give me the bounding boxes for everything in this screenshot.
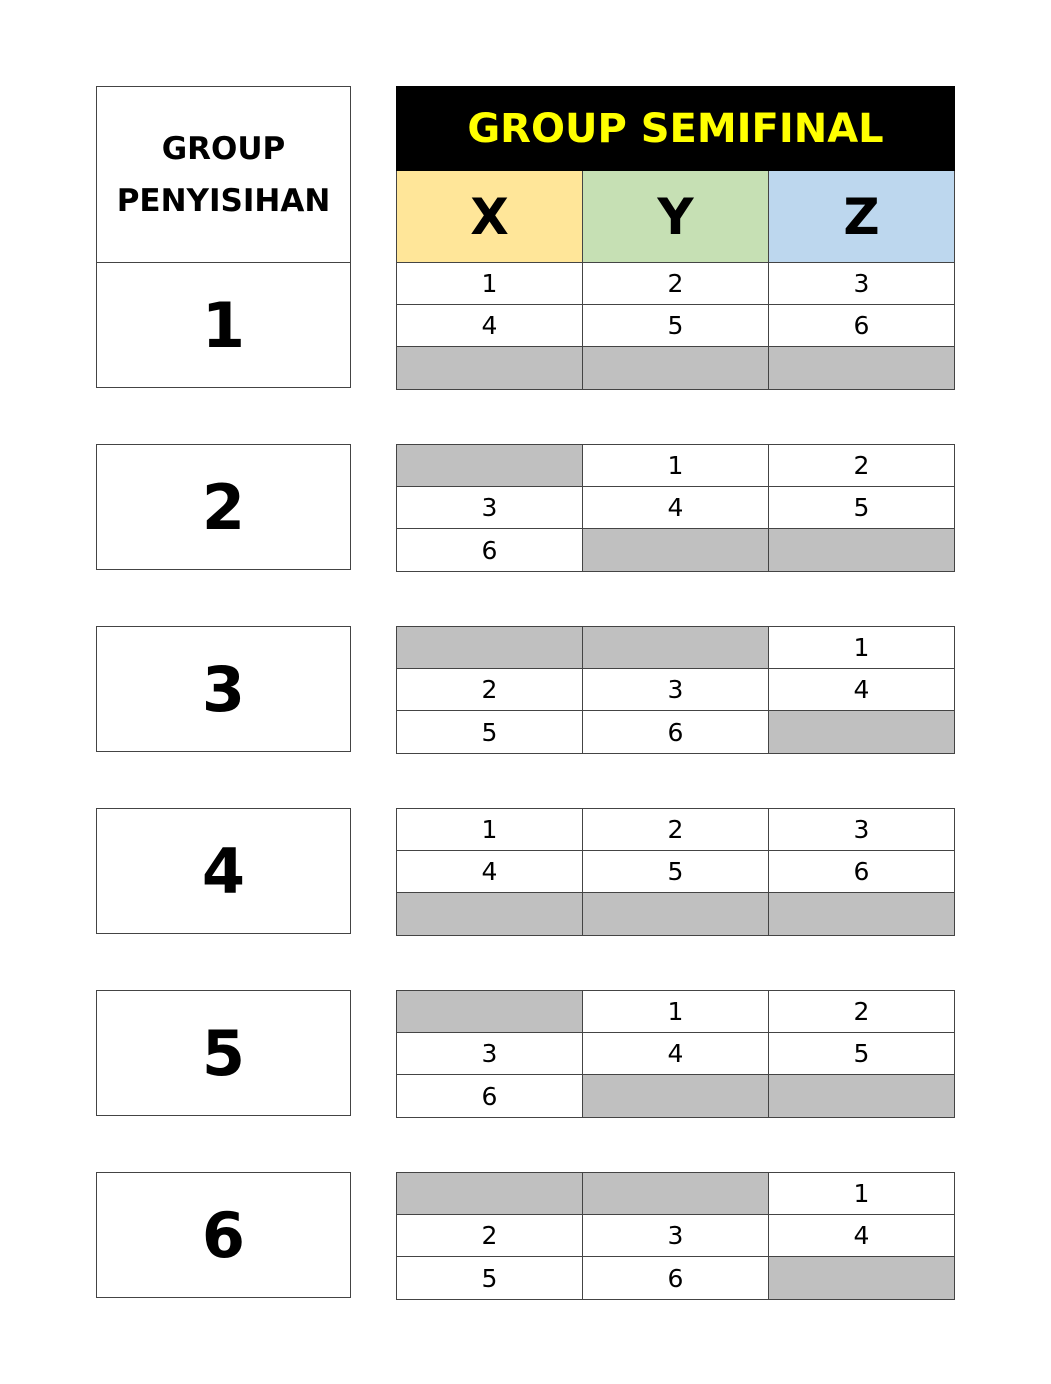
seed-cell: 6: [769, 305, 954, 347]
empty-cell: [769, 1075, 954, 1117]
empty-cell: [583, 347, 769, 389]
seed-cell: 5: [769, 487, 954, 529]
seed-cell: 2: [769, 445, 954, 487]
empty-cell: [583, 893, 769, 935]
group-2-assignment-grid: [396, 444, 955, 572]
group-penyisihan-header: GROUP PENYISIHAN: [96, 86, 351, 262]
seed-cell: 1: [769, 627, 954, 669]
empty-cell: [583, 1173, 769, 1215]
seed-cell: 2: [397, 1215, 583, 1257]
group-number-1: 1: [96, 262, 351, 388]
seed-cell: 3: [397, 1033, 583, 1075]
group-number-4: 4: [96, 808, 351, 934]
seed-cell: 4: [583, 487, 769, 529]
seed-cell: 4: [769, 669, 954, 711]
seed-cell: 1: [583, 991, 769, 1033]
seed-cell: 2: [583, 809, 769, 851]
group-3-assignment-grid: [396, 626, 955, 754]
empty-cell: [583, 1075, 769, 1117]
empty-cell: [397, 627, 583, 669]
seed-cell: 4: [397, 305, 583, 347]
seed-cell: 3: [397, 487, 583, 529]
seed-cell: 6: [769, 851, 954, 893]
empty-cell: [769, 347, 954, 389]
seed-cell: 6: [583, 711, 769, 753]
seed-cell: 1: [769, 1173, 954, 1215]
seed-cell: 3: [769, 263, 954, 305]
empty-cell: [397, 893, 583, 935]
seed-cell: 5: [583, 851, 769, 893]
group-1-assignment-grid: [396, 262, 955, 390]
column-header-y: Y: [582, 171, 768, 262]
group-number-6: 6: [96, 1172, 351, 1298]
seed-cell: 4: [769, 1215, 954, 1257]
group-6-assignment-grid: [396, 1172, 955, 1300]
empty-cell: [583, 627, 769, 669]
seed-cell: 1: [583, 445, 769, 487]
seed-cell: 4: [397, 851, 583, 893]
empty-cell: [769, 711, 954, 753]
seed-cell: 6: [397, 529, 583, 571]
empty-cell: [769, 1257, 954, 1299]
seed-cell: 6: [397, 1075, 583, 1117]
seed-cell: 1: [397, 809, 583, 851]
group-number-3: 3: [96, 626, 351, 752]
empty-cell: [769, 893, 954, 935]
column-header-z: Z: [768, 171, 955, 262]
seed-cell: 2: [583, 263, 769, 305]
empty-cell: [397, 991, 583, 1033]
empty-cell: [397, 445, 583, 487]
seed-cell: 3: [583, 1215, 769, 1257]
seed-cell: 5: [397, 711, 583, 753]
seed-cell: 5: [769, 1033, 954, 1075]
seed-cell: 2: [769, 991, 954, 1033]
seed-cell: 3: [769, 809, 954, 851]
seed-cell: 3: [583, 669, 769, 711]
seed-cell: 5: [397, 1257, 583, 1299]
group-semifinal-title: GROUP SEMIFINAL: [396, 86, 955, 171]
group-number-2: 2: [96, 444, 351, 570]
seed-cell: 1: [397, 263, 583, 305]
group-number-5: 5: [96, 990, 351, 1116]
seed-cell: 6: [583, 1257, 769, 1299]
group-4-assignment-grid: [396, 808, 955, 936]
column-header-x: X: [396, 171, 582, 262]
empty-cell: [769, 529, 954, 571]
empty-cell: [397, 1173, 583, 1215]
seed-cell: 2: [397, 669, 583, 711]
empty-cell: [397, 347, 583, 389]
group-5-assignment-grid: [396, 990, 955, 1118]
seed-cell: 5: [583, 305, 769, 347]
empty-cell: [583, 529, 769, 571]
seed-cell: 4: [583, 1033, 769, 1075]
